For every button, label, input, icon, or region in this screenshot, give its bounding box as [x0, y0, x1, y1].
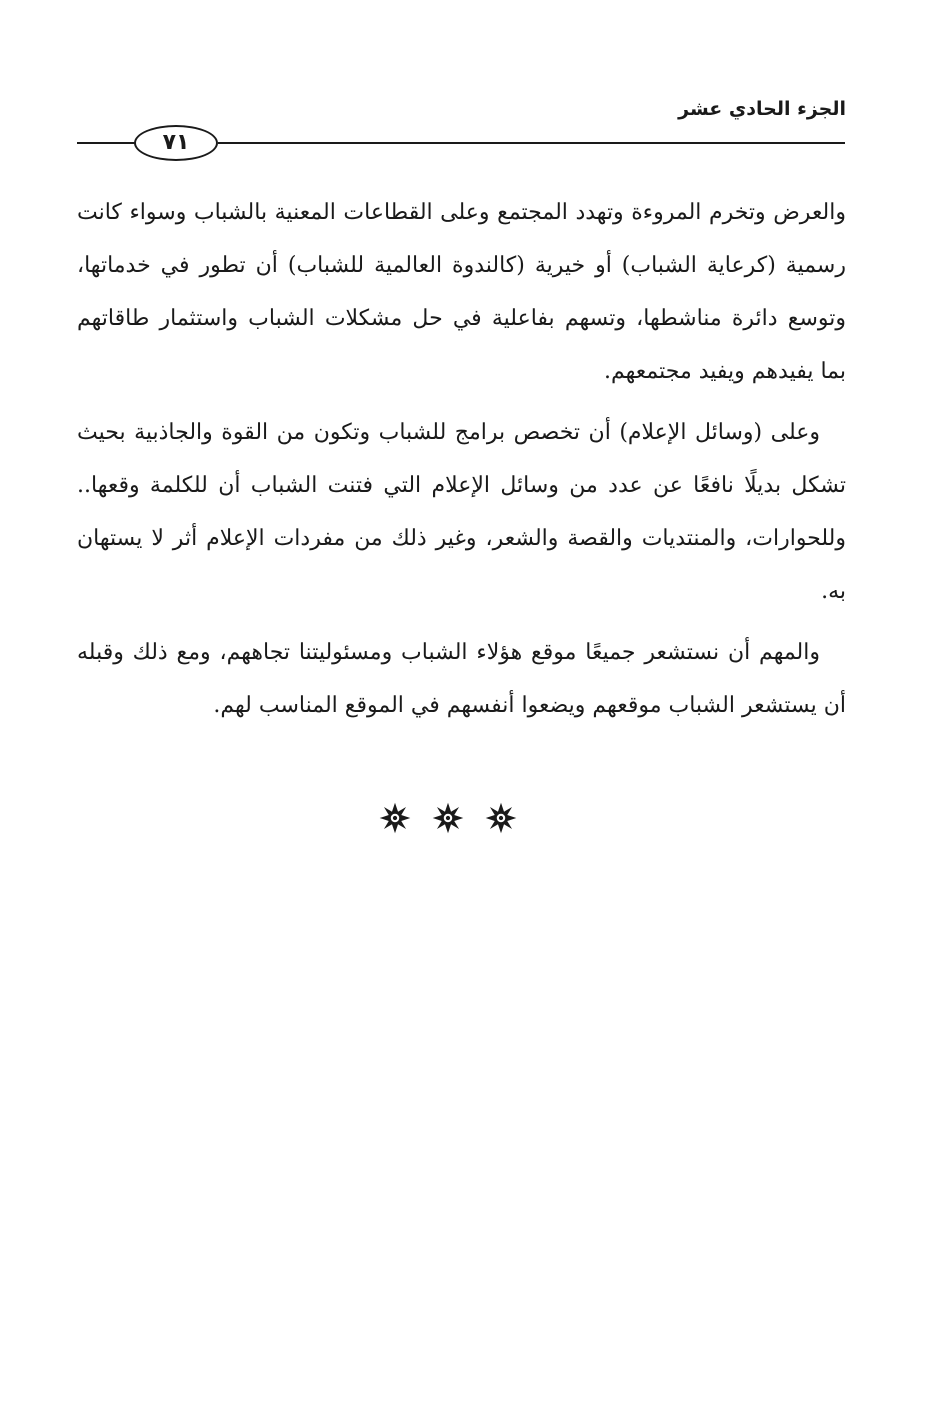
- flower-ornament-icon: [378, 801, 412, 835]
- flower-ornament-icon: [484, 801, 518, 835]
- flower-ornament-icon: [431, 801, 465, 835]
- header-rule-right: [218, 142, 845, 144]
- section-end-ornaments: [378, 798, 518, 838]
- paragraph-media: وعلى (وسائل الإعلام) أن تخصص برامج للشباب وتكون من القوة والجاذبية بحيث تشكل بديلًا نافعًا عن عدد من وسائل الإعلام التي فتنت الشباب أن للكلمة وقعها.. وللحوارات، والمنتديات والقصة والشعر، وغير ذلك من مفردات الإعلام أثر لا يستهان به.: [77, 420, 846, 604]
- running-header-title: الجزء الحادي عشر: [678, 98, 846, 120]
- paragraph-continuation: والعرض وتخرم المروءة وتهدد المجتمع وعلى القطاعات المعنية بالشباب وسواء كانت رسمية (كرعاية الشباب) أو خيرية (كالندوة العالمية للشباب) أن تطور في خدماتها، وتوسع دائرة مناشطها، وتسهم بفاعلية في حل مشكلات الشباب واستثمار طاقاتهم بما يفيدهم ويفيد مجتمعهم.: [77, 200, 846, 384]
- page-number: ٧١: [162, 130, 190, 155]
- header-rule-left: [77, 142, 135, 144]
- page-body: [77, 186, 846, 732]
- page-number-badge: [134, 125, 218, 161]
- paragraph-conclusion: والمهم أن نستشعر جميعًا موقع هؤلاء الشباب ومسئوليتنا تجاههم، ومع ذلك وقبله أن يستشعر الشباب موقعهم ويضعوا أنفسهم في الموقع المناسب لهم.: [77, 640, 846, 718]
